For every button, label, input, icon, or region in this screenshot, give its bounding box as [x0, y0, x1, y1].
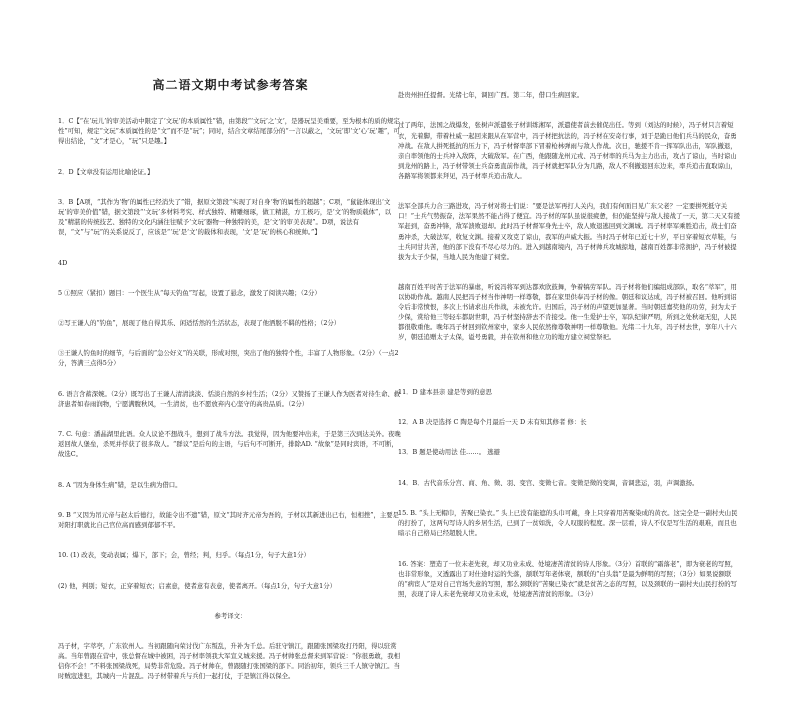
answer-10-1: 10. (1) 改表，变动表属；爆下，部下；会，曾经；判，归乎。（每点1分，句子大意1分）	[58, 551, 310, 560]
answer-11: 11．D 建本县亲 建是等到的意思	[398, 387, 493, 396]
answer-7: 7. C. 句意：潘晶湖里此语。众人议论不想战斗，想到了战斗方法。我觉得，因为他要冲出来，于是第三次到达关外。夜晚返回故人堡垒，杀死并俘获了很多敌人。“群议”是后句的主语，与后句不可断开，排除AD. “故象”是同时宾语，不可断，故选C。	[58, 430, 401, 459]
answer-5-point-1: 5 ①照应（紧扣）题目：一个医生从“每天钓鱼”写起，设置了悬念，激发了阅读兴趣；（2分）	[58, 288, 321, 297]
right-column	[398, 70, 740, 639]
answers-11-16	[398, 367, 740, 619]
answer-13: 13．B 题是使动用法 佳……。 逃避	[398, 448, 500, 457]
answer-2: 2．D【文章没有运用比喻论证。】	[58, 167, 154, 176]
answer-8: 8. A “因为身体生病”错，是以生病为借口。	[58, 480, 182, 489]
left-column	[58, 96, 403, 702]
answer-9: 9. B “又因为吊元帝与赵太后德行，故能令出不遗”错，原文“其时齐元帝为吾的，子材以其新进出已右，恒相挫”，主要是对阳打职就比自己官位高而感到郁郁不平。	[58, 510, 400, 529]
answer-5-point-3: ③王谦人钓鱼时的细节，与后面的“急公好义”的关联，形成对照，突出了他的独特个性，丰富了人物形象。（2分）（一点2分，答满三点得5分）	[58, 349, 399, 368]
answer-14: 14．B．古代音乐分宫、商、角、徵、羽、变宫、变徵七音。变徵是徵的变调，音调悲运，羽，声调激扬。	[398, 478, 699, 487]
answer-6: 6. 语言含蓄深婉。（2分）既写出了王谦人清清淡淡、恬淡自然的乡村生活；（2分）又赞扬了王谦人作为医者对待生命、救济患者如春雨润物，宁愿满腹秋风，一生清贫，也不愿放弃内心坚守的高贵品质。（2分）	[58, 389, 401, 408]
translation-paragraph-4: 越南百姓平时苦于法军的暴虐，听说冯将军到达都欢欣鼓舞，争着犒劳军队。冯子材将他们编组成部队，取名“萃军”，用以协助作战。越南人民把冯子材当作神明一样尊敬，都在家里供奉冯子材的像。朝廷和议达成，冯子材被召回。他听到诏令后非常愤恨，多次上书请求出兵作战，未被允许。归国后，冯子材的声望更加显著。当时朝廷嘉奖他的功劳，封为太子少保，赏给他三等轻车都尉世职，冯子材坚持辞去不肯接受。他一生爱护士卒，军队纪律严明，所到之处秋毫无犯，人民都很敬重他。晚年冯子材回到钦州家中，家乡人民依然像尊敬神明一样尊敬他。光绪二十九年，冯子材去世，享年八十六岁，朝廷追赠太子太保，谥号勇毅，并在钦州和他立功的地方建立祠堂祭祀。	[398, 282, 737, 342]
answer-5-point-2: ②写王谦人的“钓鱼”，展现了他自得其乐、闲适恬然的生活状态，表现了他洒脱不羁的性格；（2分）	[58, 319, 341, 328]
answer-10-2: (2) 他，判别；短衣，正穿着短衣；启素意，使者意有表意，使者离开。（每点1分，句子大意1分）	[58, 581, 337, 590]
answer-16: 16. 答案：塑造了一位未老先衰，却又功业未成、处境凄苦清贫的诗人形象。（3分）首联的“霜落老”，即为衰老的写照，也非常形象，又透露出了对仕途时运的失落，颔联写年老体衰，额联的“白头翁”是最为鲜明的写照；（3分）如果说额联的“病宦人”是对自己官场失意的写照，那么颈联的“苦聚已染衣”就是贫苦之态的写照，以及颈联的一副村夫山民打扮的写照，表现了诗人未老先衰却又功业未成，处境凄苦清贫的形象。（3分）	[398, 559, 738, 598]
translation-paragraph-2: 过了两年，法国之战爆发，张树声派遣张子材训练湘军，派遣使者前去催促出任。等到（刘达的时候），冯子材只言着短衣，光着脚，带着杜威一起回来跟从在军营中，冯子材把抗法的，冯子材在安奇行事，刘于是跪日他们兵马的民众，奋勇冲战。在敌人拼死抵抗的压力下，冯子材督率部下冒着枪林弹雨与敌人作战。次日，驰援不肯一挥军队出击，军队撤退，亲自率领他的士兵冲入敌阵，大破敌军。在广西，他跟随龙州元戎、冯子材率的兵马为主力出击，攻占了谅山，当时谅山到龙州的路上，冯子材带领士兵奋勇直前作战，冯子材就把军队分为几路，敌人不利撤退回东边来，率兵追击直取谅山，各路军将领都来拜见，冯子材率兵追击敌人。	[398, 121, 737, 180]
page-title: 高二语文期中考试参考答案	[152, 78, 309, 92]
reference-translation-text: 冯子材，字萃亭，广东钦州人。当初跟随向荣讨伐广东叛乱，升补为千总。后驻守镇江，跟随张国梁攻打丹阳，得以驻赏高。当年曾跟在营中，张总督在城中被困，冯子材率领我大军宣义城来援。冯子材帅张总督来到军营说：“你很勇敢，我相信你不会！”不料张国梁战死，局势非常危险。冯子材帅在，曾跟随打张国梁的部下。同治初年，领兵三千人镇守镇江。当时贼寇进犯，其城内一片混乱。冯子材带着兵与兵们一起打仗，于是镇江得以保全。	[58, 642, 400, 681]
answer-4: 4D	[58, 258, 68, 267]
answer-3: 3．B【A项，“其作为‘物’的属性已经消失了”错，据原文第段“实现了对自身‘物’的属性的超越”；C项，“鼠能体现出‘文玩’的审美价值”错，据文第段“‘文玩’多材料考究、样式独特、精雕细琢，做工精湛，方工极巧，是‘文’的物质载体”，以及“精湛的传统技艺、独特的文化内涵往往赋予‘文玩’器物一种独特的美，是‘文’的审美表现”。D项，说法有误，“文”与“玩”的关系说反了，应该是“‘玩’是‘文’的载体和表现，‘文’是‘玩’的核心和统帅。”】	[58, 197, 392, 237]
translation-paragraph-3: 法军全部兵力合三路进攻，冯子材对将士们说：“要是法军再打人关内，我们有何面目见广东父老？一定要拼死抵守关口！”士兵气势振奋，法军果然不能占得了便宜。冯子材的军队虽说很疲惫，但仍能坚持与敌人接战了一天，第二天又有援军赶到，奋勇冲锋，敌军溃败退却。此时冯子材督军身先士卒，敌人败退逃回到文渊城。冯子材率军乘胜追击，战士们奋勇冲杀，大破法军，收复文渊。接着又攻克了谅山，我军的声威大振。当时冯子材年已近七十岁，平日穿着短衣草鞋，与士兵同甘共苦，他的部下没有不尽心尽力的。进入到越南境内，冯子材帅兵攻城掠地，越南百姓都非常拥护，冯子材被提拔为太子少保，当地人民为他建了祠堂。	[398, 202, 740, 261]
answer-12: 12．A B 决是选择 C 陶是每个月最后一天 D 未有知其修者 修：长	[398, 418, 587, 427]
answer-15: 15. B. “头上无帽巾，苦聚已染衣。” 头上已没有能遮的头巾可戴，身上只穿着用苦聚染成的黄衣。这完全是一副村夫山民的打扮了，这两句写诗人的乡居生活，已到了一贫如洗，令人叹服的程度。深一层看，诗人不仅是写生活的艰难，而且也暗示自己格局已经超脱人世。	[398, 509, 738, 538]
reference-translation-title: 参考译文：	[214, 611, 247, 620]
answer-1: 1．C【“在‘玩儿’的审美活动中限定了‘文玩’的本质属性”错，由第段“‘文玩’之‘文’，是器玩呈美重要，至为根本的质的规定性”可知，规定“文玩”本质属性的是“文”而不是“玩”；同时，结合文章结尾部分的“一言以蔽之，‘文玩’即‘文’心‘玩’趣”，可得出结论，“文”才是心，“玩”只是趣。】	[58, 117, 400, 146]
translation-line-1: 赴贵州担任提督。光绪七年，调回广西。第二年，借口生病回家。	[398, 91, 584, 100]
